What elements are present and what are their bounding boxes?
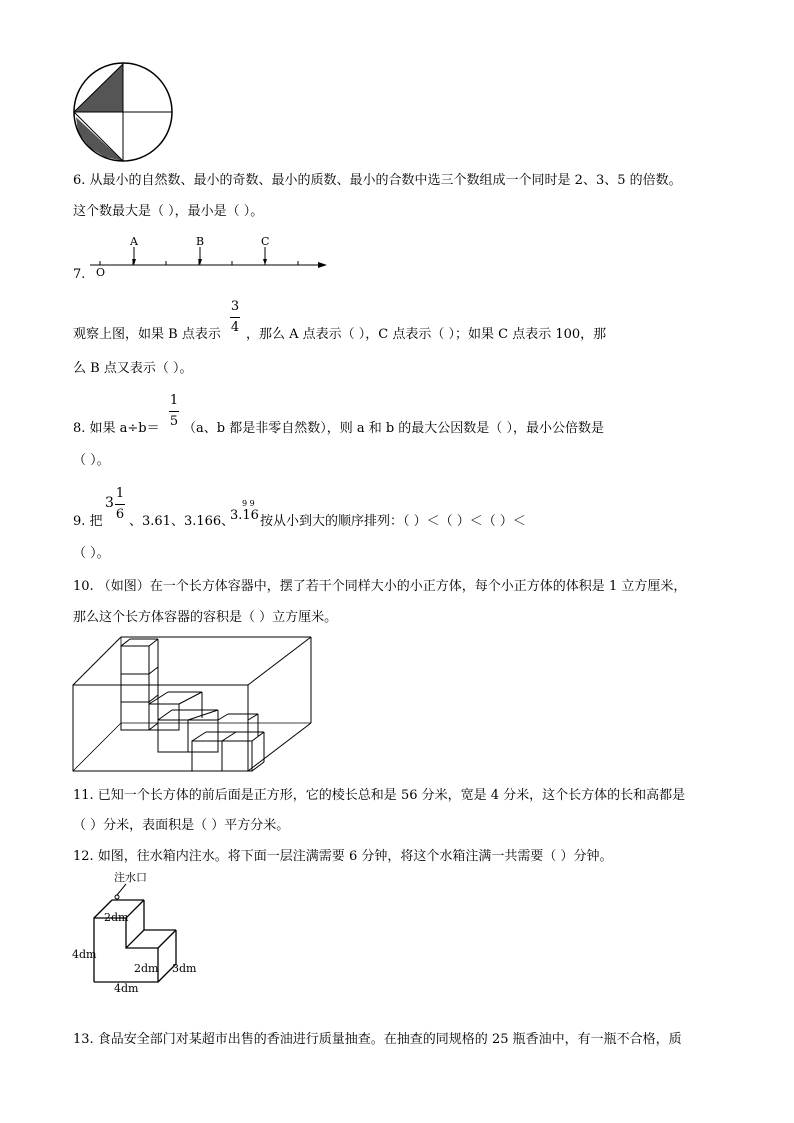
q7-frac-num: 3 [230,299,240,314]
dim-bottom-label: 4dm [114,982,139,995]
number-line [88,232,348,282]
q8-frac-den: 5 [169,414,179,429]
q10-line1: 10. （如图）在一个长方体容器中，摆了若干个同样大小的小正方体，每个小正方体的体积是 1 立方厘米， [73,579,687,594]
point-a-label: A [130,235,138,248]
q8-line2: （ ）。 [73,453,110,468]
q9-frac-num: 1 [115,486,125,501]
dim-left-label: 4dm [72,948,97,961]
q7-frac-bar [230,317,240,318]
q8-pre: 8. 如果 a÷b＝ [73,421,160,436]
point-b-label: B [196,235,205,248]
q9-post: 按从小到大的顺序排列：（ ）＜（ ）＜（ ）＜ [260,514,526,529]
q11-line2: （ ）分米，表面积是（ ）平方分米。 [73,818,290,833]
q7-line1-post: ，那么 A 点表示（ ），C 点表示（ ）；如果 C 点表示 100，那 [246,327,607,342]
water-inlet-label: 注水口 [114,871,147,884]
dim-right-label: 3dm [172,962,197,975]
q7-frac-den: 4 [230,320,240,335]
q9-line2: （ ）。 [73,546,110,561]
q9-repeating-decimal: 3.16 [230,508,259,523]
dim-top-label: 2dm [104,911,129,924]
q9-frac-den: 6 [115,507,125,522]
origin-label: O [96,266,106,279]
q11-line1: 11. 已知一个长方体的前后面是正方形，它的棱长总和是 56 分米，宽是 4 分米，这个长方体的长和高都是 [73,788,686,803]
q7-line2: 么 B 点又表示（ ）。 [73,361,193,376]
container-figure [72,636,322,776]
circle-figure [70,62,180,162]
q6-line1: 6. 从最小的自然数、最小的奇数、最小的质数、最小的合数中选三个数组成一个同时是 2、3、5 的倍数。 [73,173,682,188]
q6-line2: 这个数最大是（ ），最小是（ ）。 [73,204,264,219]
q7-number: 7. [73,267,86,282]
q9-pre: 9. 把 [73,514,103,529]
q9-frac-bar [115,504,125,505]
q8-post: （a、b 都是非零自然数），则 a 和 b 的最大公因数是（ ），最小公倍数是 [183,421,604,436]
q8-frac-num: 1 [169,393,179,408]
point-c-label: C [261,235,270,248]
q9-repeating-dots: 9 9 [242,499,255,508]
q10-line2: 那么这个长方体容器的容积是（ ）立方厘米。 [73,610,338,625]
q8-frac-bar [169,411,179,412]
q12-line1: 12. 如图，往水箱内注水。将下面一层注满需要 6 分钟，将这个水箱注满一共需要（ ）分钟。 [73,849,613,864]
dim-mid-label: 2dm [134,962,159,975]
q9-whole: 3 [105,495,114,511]
q9-mid: 、3.61、3.166、 [129,514,235,529]
q7-line1-pre: 观察上图，如果 B 点表示 [73,327,221,342]
q13-line1: 13. 食品安全部门对某超市出售的香油进行质量抽查。在抽查的同规格的 25 瓶香油中，有一瓶不合格，质 [73,1032,682,1047]
